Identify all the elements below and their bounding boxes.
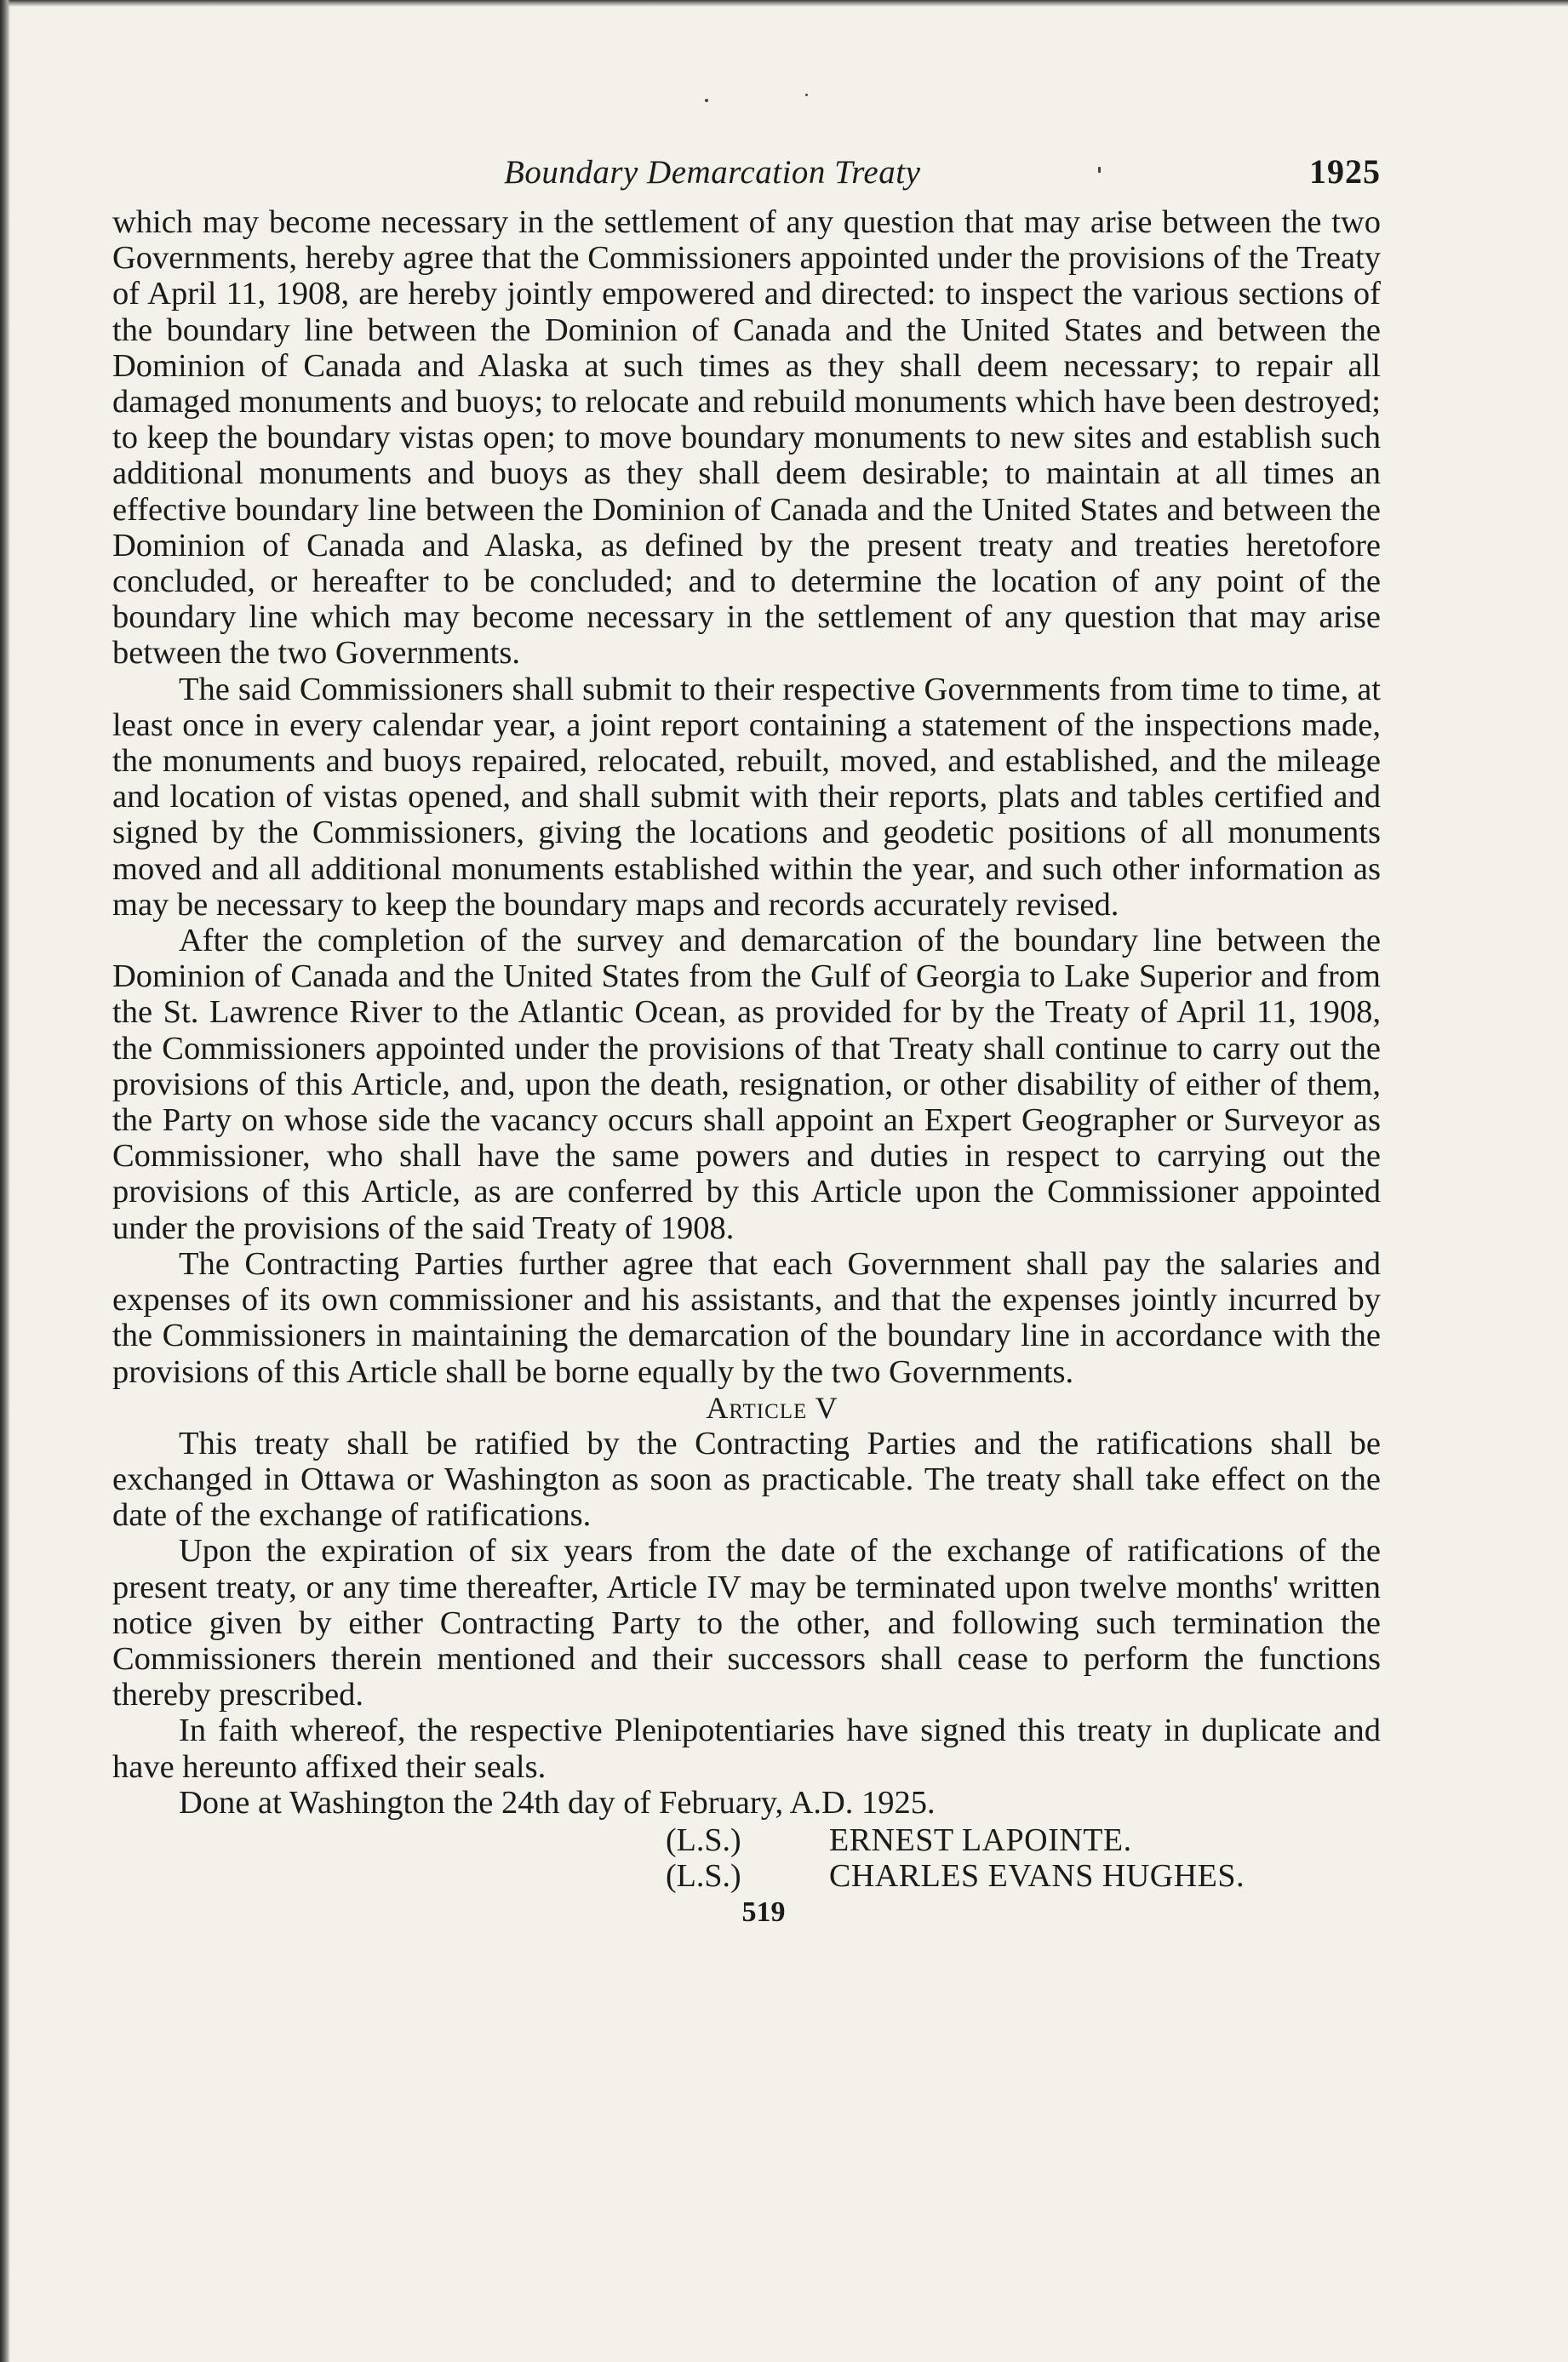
seal-mark: (L.S.): [666, 1857, 741, 1894]
page-number: 519: [741, 1896, 786, 1928]
article-v-body: [112, 1426, 1381, 1821]
signature-row: [112, 1858, 1381, 1894]
scan-speck: [805, 94, 808, 96]
paragraph: which may become necessary in the settlement of any question that may arise between the two Governments, hereby agree that the Commissioners appointed under the provisions of the Treaty of April 11, 1908, are hereby jointly empowered and directed: to inspect the various sections of the boundary line between the Dominion of Canada and the United States and between the Dominion of Canada and Alaska at such times as they shall deem necessary; to repair all damaged monuments and buoys; to relocate and rebuild monuments which have been destroyed; to keep the boundary vistas open; to move boundary monuments to new sites and establish such additional monuments and buoys as they shall deem desirable; to maintain at all times an effective boundary line between the Dominion of Canada and the United States and between the Dominion of Canada and Alaska, as defined by the present treaty and treaties heretofore concluded, or hereafter to be concluded; and to determine the location of any point of the boundary line which may become necessary in the settlement of any question that may arise between the two Governments.: [112, 204, 1381, 672]
article-heading: Article V: [706, 1390, 838, 1425]
running-title: Boundary Demarcation Treaty: [504, 154, 921, 191]
paragraph: The Contracting Parties further agree that each Government shall pay the salaries and expenses of its own commissioner and his assistants, and that the expenses jointly incurred by the Commissioners in maintaining the demarcation of the boundary line in accordance with the provisions of this Article shall be borne equally by the two Governments.: [112, 1245, 1381, 1390]
article-iv-continuation: [112, 204, 1381, 1390]
signature-block: [112, 1822, 1381, 1894]
scan-edge-top: [0, 0, 1568, 7]
document-page: [112, 145, 1381, 1931]
paragraph: This treaty shall be ratified by the Contracting Parties and the ratifications shall be exchanged in Ottawa or Washington as soon as practicable. The treaty shall take effect on the date of the exchange of ratifications.: [112, 1425, 1381, 1534]
paragraph: Done at Washington the 24th day of February, A.D. 1925.: [179, 1784, 936, 1821]
paragraph: Upon the expiration of six years from the date of the exchange of ratifications of the present treaty, or any time thereafter, Article IV may be terminated upon twelve months' written notice given by either Contracting Party to the other, and following such termination the Commissioners therein mentioned and their successors shall cease to perform the functions thereby prescribed.: [112, 1533, 1381, 1713]
paragraph: In faith whereof, the respective Plenipotentiaries have signed this treaty in duplicate and have hereunto affixed their seals.: [112, 1713, 1381, 1785]
running-year: 1925: [1309, 152, 1381, 191]
signature-row: [112, 1822, 1381, 1858]
running-header: [112, 145, 1381, 204]
seal-mark: (L.S.): [666, 1822, 741, 1858]
signatory-name: ERNEST LAPOINTE.: [829, 1822, 1132, 1858]
scan-edge-left: [0, 0, 10, 2362]
paragraph: After the completion of the survey and demarcation of the boundary line between the Dominion of Canada and the United States from the Gulf of Georgia to Lake Superior and from the St. Lawrence River to the Atlantic Ocean, as provided for by the Treaty of April 11, 1908, the Commissioners appointed under the provisions of that Treaty shall continue to carry out the provisions of this Article, and, upon the death, resignation, or other disability of either of them, the Party on whose side the vacancy occurs shall appoint an Expert Geographer or Surveyor as Commissioner, who shall have the same powers and duties in respect to carrying out the provisions of this Article, as are conferred by this Article upon the Commissioner appointed under the provisions of the said Treaty of 1908.: [112, 923, 1381, 1246]
scan-speck: [705, 99, 708, 102]
paragraph: The said Commissioners shall submit to their respective Governments from time to time, at least once in every calendar year, a joint report containing a statement of the inspections made, the monuments and buoys repaired, relocated, rebuilt, moved, and established, and the mileage and location of vistas opened, and shall submit with their reports, plats and tables certified and signed by the Commissioners, giving the locations and geodetic positions of all monuments moved and all additional monuments established within the year, and such other information as may be necessary to keep the boundary maps and records accurately revised.: [112, 671, 1381, 923]
signatory-name: CHARLES EVANS HUGHES.: [829, 1857, 1245, 1894]
